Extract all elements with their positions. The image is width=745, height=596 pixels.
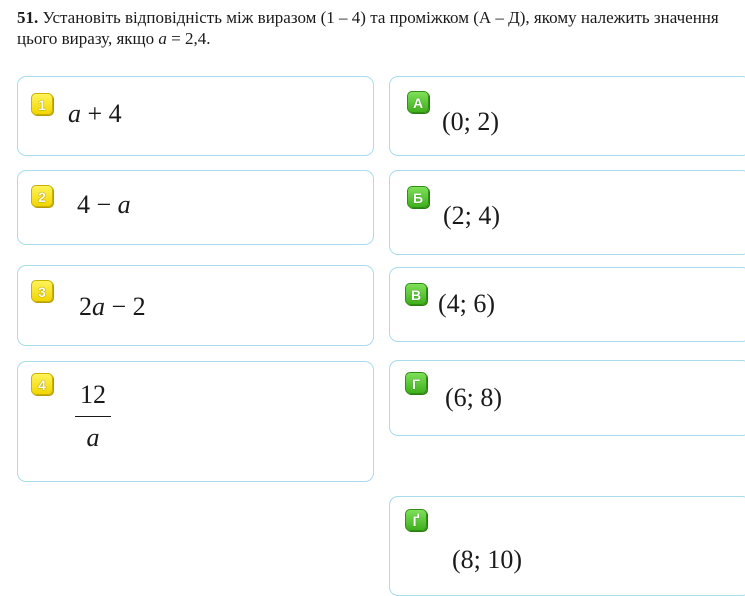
expression-3-var: a: [92, 292, 105, 321]
expression-3-pre: 2: [79, 292, 92, 321]
task-variable: a: [158, 29, 167, 48]
expression-card-1[interactable]: [17, 76, 374, 156]
task-number: 51.: [17, 8, 39, 27]
interval-card-d[interactable]: [389, 496, 745, 596]
interval-v: (4; 6): [438, 289, 496, 318]
interval-card-a[interactable]: [389, 76, 745, 156]
expression-2-var: a: [117, 190, 131, 219]
task-statement: [17, 7, 737, 49]
expression-2: [77, 190, 131, 220]
badge-a: А: [407, 91, 429, 113]
expression-1-var: a: [68, 99, 81, 128]
fraction-bar: [75, 416, 111, 417]
badge-d: Ґ: [405, 509, 427, 531]
interval-d: (8; 10): [452, 545, 523, 574]
badge-1: 1: [31, 93, 53, 115]
badge-3: 3: [31, 280, 53, 302]
expression-card-4[interactable]: [17, 361, 374, 482]
expression-1-rest: + 4: [81, 99, 122, 128]
expression-card-3[interactable]: [17, 265, 374, 346]
badge-4: 4: [31, 373, 53, 395]
interval-g: (6; 8): [445, 383, 503, 412]
interval-a: (0; 2): [442, 107, 500, 136]
interval-b: (2; 4): [443, 201, 501, 230]
expression-1: [68, 99, 122, 129]
badge-2: 2: [31, 185, 53, 207]
interval-card-v[interactable]: [389, 267, 745, 342]
badge-b: Б: [407, 186, 429, 208]
task-text-part1: Установіть відповідність між виразом (1 – 4) та проміжком (А – Д), якому належить значення цього виразу, якщо: [17, 8, 719, 48]
interval-card-b[interactable]: [389, 170, 745, 255]
expression-3: [79, 292, 146, 322]
badge-v: В: [405, 283, 427, 305]
expression-3-rest: − 2: [105, 292, 146, 321]
task-text-part2: = 2,4.: [166, 29, 211, 48]
expression-card-2[interactable]: [17, 170, 374, 245]
interval-card-g[interactable]: [389, 360, 745, 436]
fraction-numerator: 12: [80, 380, 106, 409]
badge-g: Г: [405, 372, 427, 394]
fraction-expression-4: [75, 380, 111, 453]
expression-2-pre: 4 −: [77, 190, 118, 219]
fraction-denominator: a: [86, 423, 100, 452]
